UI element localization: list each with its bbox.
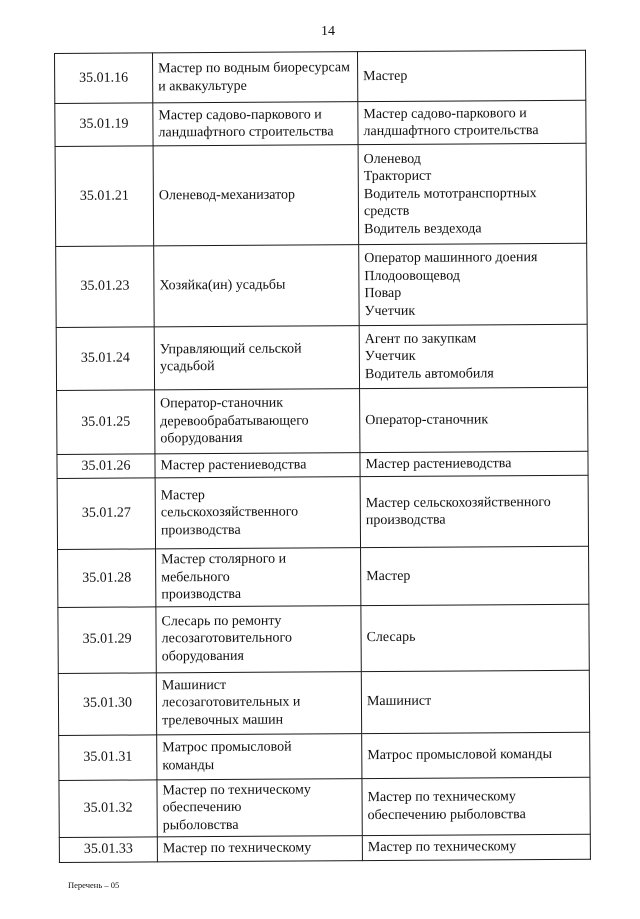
- row-qualifications: [358, 100, 586, 144]
- row-qualifications: [361, 546, 589, 605]
- table-row: [56, 324, 587, 390]
- row-code: 35.01.19: [55, 103, 153, 147]
- qualification-item: Водитель автомобиля: [364, 366, 494, 382]
- row-profession: [156, 605, 361, 672]
- row-qualifications: [361, 604, 589, 671]
- row-code: 35.01.33: [59, 837, 157, 863]
- profession-text: Оленевод-механизатор: [158, 187, 296, 204]
- table-row: [57, 387, 588, 454]
- qualification-item: Машинист: [366, 693, 432, 710]
- qualification-item: Агент по закупкам: [364, 331, 477, 347]
- row-qualifications: [362, 777, 590, 836]
- row-code: 35.01.26: [57, 454, 155, 479]
- row-code: 35.01.29: [58, 606, 156, 673]
- row-code: 35.01.25: [57, 390, 155, 455]
- qualification-item: Повар: [364, 285, 402, 302]
- qualification-item: Матрос промысловой команды: [367, 746, 553, 763]
- profession-text: Мастер по водным биоресурсам и аквакультуре: [158, 60, 351, 94]
- qualification-item: Тракторист: [363, 168, 432, 185]
- profession-text: Мастер сельскохозяйственного производства: [160, 487, 299, 539]
- row-code: 35.01.32: [59, 779, 157, 837]
- row-qualifications: [357, 50, 585, 101]
- profession-text: Мастер столярного и мебельного производства: [161, 551, 287, 603]
- row-qualifications: [360, 387, 588, 452]
- table-row: [58, 546, 589, 607]
- professions-table: [54, 50, 591, 863]
- table-body: [55, 50, 591, 862]
- row-code: 35.01.27: [57, 478, 155, 550]
- qualification-item: Оператор-станочник: [365, 412, 489, 428]
- row-profession: [157, 836, 362, 862]
- qualification-item: Мастер сельскохозяйственного производства: [365, 494, 551, 529]
- row-profession: [156, 548, 361, 607]
- row-profession: [155, 477, 360, 549]
- table-row: [57, 451, 588, 478]
- table-row: [57, 475, 588, 549]
- row-profession: [155, 389, 360, 454]
- row-code: 35.01.21: [55, 146, 154, 247]
- qualification-item: Учетчик: [364, 303, 416, 319]
- qualification-item: Слесарь: [366, 630, 416, 646]
- qualification-item: Мастер растениеводства: [365, 455, 512, 472]
- row-qualifications: [359, 324, 587, 388]
- row-qualifications: [359, 243, 587, 325]
- table-row: [58, 670, 589, 735]
- profession-text: Мастер садово-паркового и ландшафтного строительства: [158, 106, 334, 141]
- row-code: 35.01.31: [59, 734, 157, 780]
- row-code: 35.01.24: [56, 327, 154, 391]
- table-row: [55, 50, 586, 103]
- row-profession: [153, 145, 359, 246]
- qualification-item: Мастер садово-паркового и ландшафтного строительства: [363, 105, 539, 140]
- row-profession: [154, 245, 359, 327]
- row-code: 35.01.30: [58, 672, 156, 735]
- qualification-item: Оленевод: [363, 151, 421, 167]
- qualification-item: Плодоовощевод: [364, 268, 460, 284]
- qualification-item: Оператор машинного доения: [364, 250, 538, 267]
- profession-text: Машинист лесозаготовительных и трелевочных машин: [161, 677, 301, 729]
- table-row: [56, 243, 587, 327]
- row-qualifications: [362, 834, 590, 860]
- table-row: [55, 143, 587, 246]
- page-number: 14: [321, 24, 335, 39]
- row-code: 35.01.16: [55, 53, 153, 104]
- qualification-item: Мастер: [363, 68, 408, 84]
- profession-text: Оператор-станочник деревообрабатывающего оборудования: [160, 395, 309, 447]
- table-row: [59, 732, 590, 780]
- row-qualifications: [360, 475, 588, 547]
- qualification-item: Водитель вездехода: [364, 221, 482, 237]
- row-qualifications: [358, 143, 587, 244]
- row-profession: [156, 671, 361, 734]
- qualification-item: Мастер: [366, 568, 411, 584]
- table-row: [58, 604, 589, 673]
- qualification-item: Учетчик: [364, 349, 416, 365]
- table-row: [59, 777, 590, 838]
- profession-text: Хозяйка(ин) усадьбы: [159, 277, 286, 294]
- profession-text: Матрос промысловой команды: [162, 739, 292, 773]
- footer-note: Перечень – 05: [68, 880, 120, 890]
- row-qualifications: [361, 670, 589, 733]
- row-profession: [157, 778, 362, 837]
- profession-text: Мастер по техническому обеспечению рыболовства: [162, 781, 311, 833]
- row-code: 35.01.23: [56, 246, 154, 328]
- table-row: [59, 834, 590, 862]
- profession-text: Слесарь по ремонту лесозаготовительного оборудования: [161, 613, 292, 665]
- row-profession: [157, 733, 362, 779]
- row-qualifications: [362, 732, 590, 778]
- qualification-item: Водитель мототранспортных средств: [363, 185, 537, 220]
- row-profession: [154, 326, 359, 390]
- row-profession: [153, 52, 358, 103]
- row-code: 35.01.28: [58, 549, 156, 607]
- row-qualifications: [360, 451, 588, 476]
- row-profession: [155, 453, 360, 478]
- profession-text: Управляющий сельской усадьбой: [159, 340, 302, 375]
- profession-text: Мастер по техническому: [162, 840, 312, 857]
- table-row: [55, 100, 586, 146]
- profession-text: Мастер растениеводства: [160, 457, 307, 474]
- qualification-item: Мастер по техническому: [367, 839, 517, 856]
- qualification-item: Мастер по техническому обеспечению рыболовства: [367, 789, 526, 823]
- row-profession: [153, 102, 358, 146]
